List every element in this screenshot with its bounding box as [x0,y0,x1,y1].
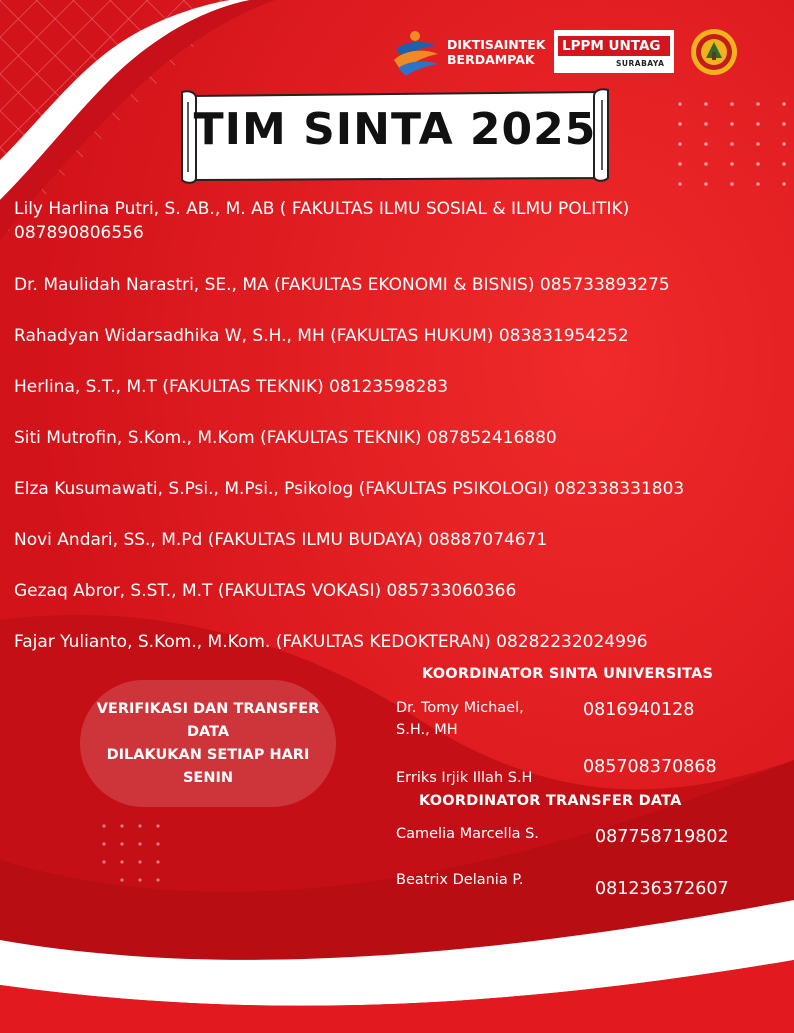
lppm-logo-line1: LPPM UNTAG [562,38,661,54]
coordinator-2-name: Erriks Irjik Illah S.H [396,770,533,786]
notice-line-3: DILAKUKAN SETIAP HARI [106,747,310,763]
notice-text [80,698,336,790]
university-seal-icon [690,28,738,76]
page-title: TIM SINTA 2025 [193,104,597,155]
notice-line-1: VERIFIKASI DAN TRANSFER [96,701,320,717]
lppm-logo [554,30,674,73]
title-banner [180,88,610,184]
team-member-3: Rahadyan Widarsadhika W, S.H., MH (FAKULTAS HUKUM) 083831954252 [14,326,629,346]
team-member-7: Novi Andari, SS., M.Pd (FAKULTAS ILMU BUDAYA) 08887074671 [14,530,548,550]
team-member-9: Fajar Yulianto, S.Kom., M.Kom. (FAKULTAS KEDOKTERAN) 08282232024996 [14,632,648,652]
notice-line-2: DATA [186,724,230,740]
lppm-logo-line2: SURABAYA [616,59,665,68]
team-member-1: Lily Harlina Putri, S. AB., M. AB ( FAKULTAS ILMU SOSIAL & ILMU POLITIK) 087890806556 [14,199,630,243]
university-coordinators-heading: KOORDINATOR SINTA UNIVERSITAS [422,666,714,682]
team-member-6: Elza Kusumawati, S.Psi., M.Psi., Psikolog (FAKULTAS PSIKOLOGI) 082338331803 [14,479,685,499]
notice-line-4: SENIN [182,770,233,786]
diktisaintek-logo-line1: DIKTISAINTEK [447,37,546,52]
team-member-8: Gezaq Abror, S.ST., M.T (FAKULTAS VOKASI) 085733060366 [14,581,517,601]
coordinator-2-phone: 085708370868 [583,757,717,777]
team-member-5: Siti Mutrofin, S.Kom., M.Kom (FAKULTAS TEKNIK) 087852416880 [14,428,557,448]
transfer-coordinator-2-phone: 081236372607 [595,879,729,899]
coordinator-1-name-line2: S.H., MH [396,722,458,738]
transfer-coordinator-1-name: Camelia Marcella S. [396,826,539,842]
transfer-coordinator-1-phone: 087758719802 [595,827,729,847]
team-member-4: Herlina, S.T., M.T (FAKULTAS TEKNIK) 08123598283 [14,377,449,397]
team-member-2: Dr. Maulidah Narastri, SE., MA (FAKULTAS EKONOMI & BISNIS) 085733893275 [14,275,670,295]
notice-badge [80,680,336,807]
coordinator-1-name-line1: Dr. Tomy Michael, [396,700,524,716]
coordinator-1-phone: 0816940128 [583,700,695,720]
coordinator-1-name [396,697,524,741]
transfer-coordinator-2-name: Beatrix Delania P. [396,872,524,888]
diktisaintek-logo-line2: BERDAMPAK [447,52,535,67]
transfer-coordinators-heading: KOORDINATOR TRANSFER DATA [419,793,682,809]
diktisaintek-logo-icon [392,28,442,76]
